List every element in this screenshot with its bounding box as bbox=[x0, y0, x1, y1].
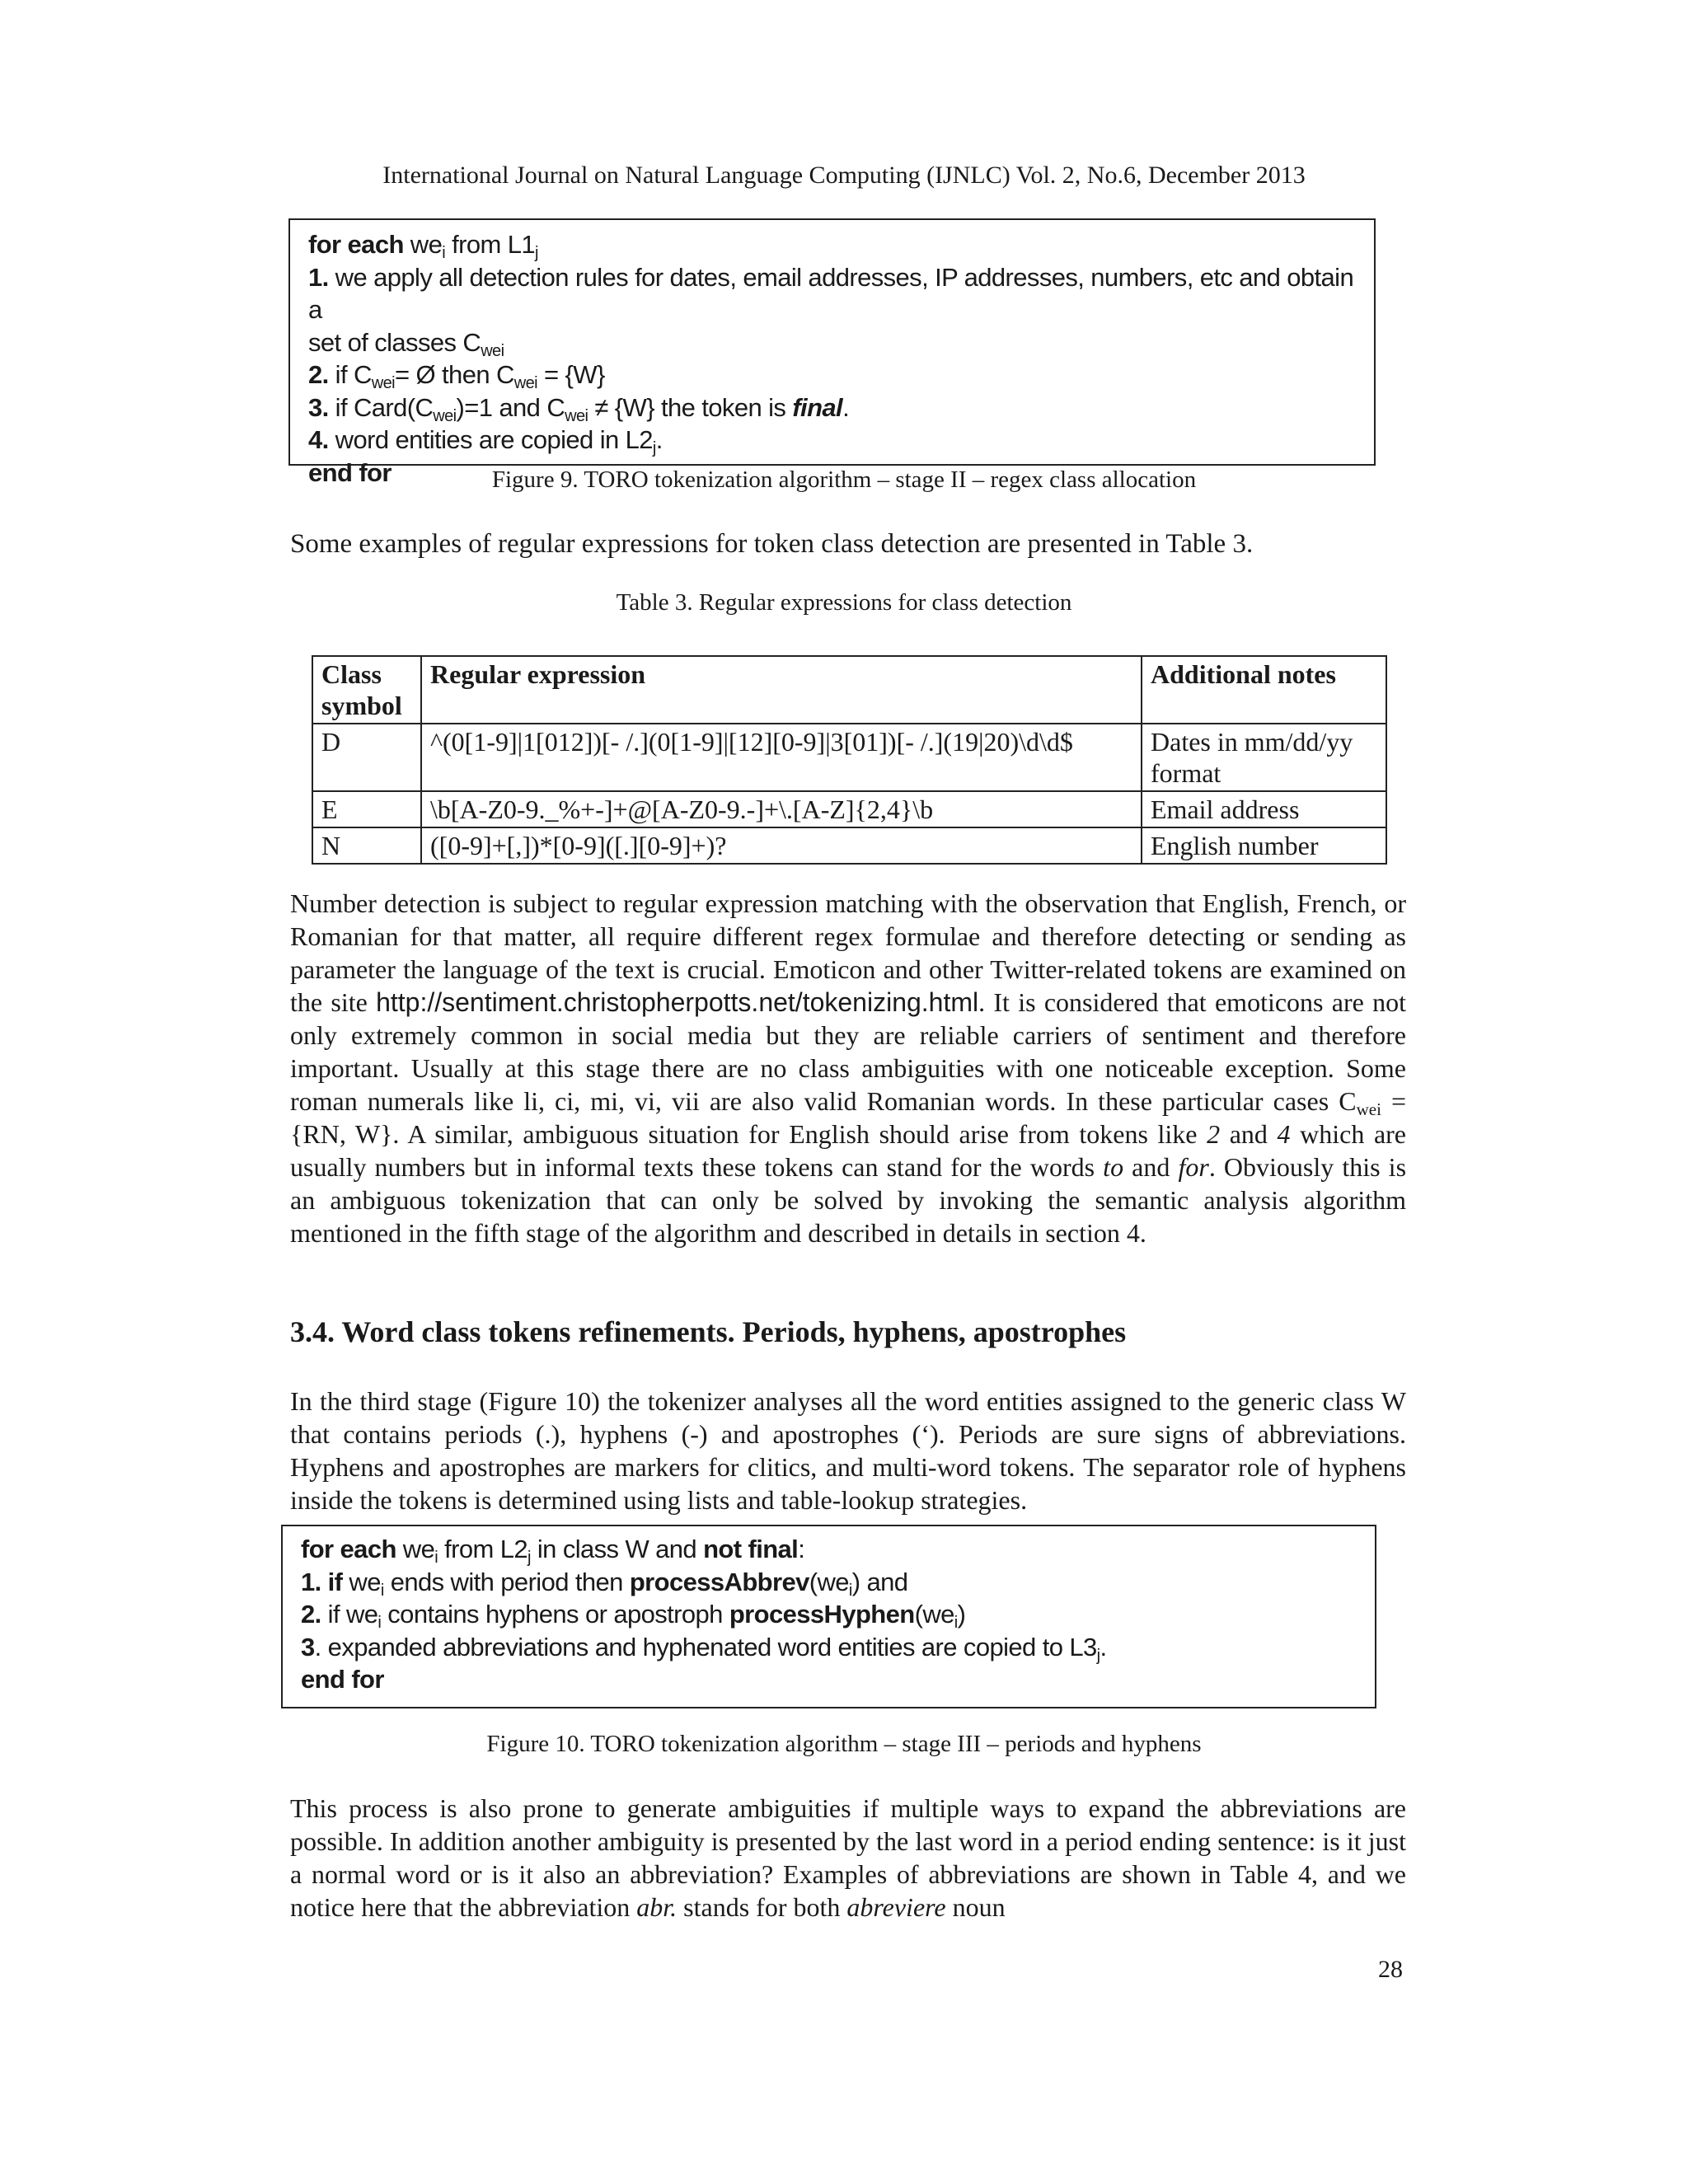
table-cell: ([0-9]+[,])*[0-9]([.][0-9]+)? bbox=[421, 827, 1142, 864]
subscript: i bbox=[954, 1614, 958, 1632]
table-row bbox=[312, 724, 1386, 791]
text: from L1 bbox=[445, 230, 536, 259]
step-number: 1. if bbox=[301, 1567, 343, 1596]
table-cell: D bbox=[312, 724, 421, 791]
subscript: wei bbox=[565, 406, 588, 425]
text: from L2 bbox=[438, 1535, 528, 1563]
algo-line bbox=[301, 1598, 1357, 1631]
text: ) and bbox=[851, 1567, 908, 1596]
text: ) bbox=[957, 1600, 966, 1629]
table-cell: ^(0[1-9]|1[012])[- /.](0[1-9]|[12][0-9]|3[01])[- /.](19|20)\d\d$ bbox=[421, 724, 1142, 791]
text: )=1 and C bbox=[456, 392, 565, 422]
step-number: 3 bbox=[301, 1632, 315, 1661]
text: Number detection is subject to regular expression matching with the observation that English, French, or Romanian for that matter, all require different regex formulae and therefore detecting or sending as parameter the language of the text is crucial. Emoticon and other Twitter-related tokens are examined on the site bbox=[290, 888, 1406, 1017]
function-name: processHyphen bbox=[729, 1600, 915, 1629]
table-cell: Email address bbox=[1142, 791, 1386, 827]
page-number: 28 bbox=[1378, 1956, 1403, 1983]
paragraph-third-stage: In the third stage (Figure 10) the tokenizer analyses all the word entities assigned to the generic class W that contains periods (.), hyphens (-) and apostrophes (‘). Periods are sure signs of abbreviations. Hyphens and apostrophes are markers for clitics, and multi-word tokens. The separator role of hyphens inside the tokens is determined using lists and table-lookup strategies. bbox=[290, 1386, 1406, 1515]
section-heading: 3.4. Word class tokens refinements. Periods, hyphens, apostrophes bbox=[290, 1315, 1127, 1348]
text: : bbox=[798, 1535, 805, 1563]
text: . expanded abbreviations and hyphenated word entities are copied to L3 bbox=[314, 1632, 1097, 1661]
subscript: i bbox=[442, 244, 446, 262]
text: set of classes C bbox=[308, 327, 481, 357]
text: we bbox=[403, 230, 443, 259]
table-cell: Dates in mm/dd/yy format bbox=[1142, 724, 1386, 791]
text: we bbox=[396, 1535, 435, 1563]
text: which are usually numbers but in informal texts these tokens can stand for the words bbox=[290, 1119, 1407, 1182]
table-row bbox=[312, 791, 1386, 827]
subscript: i bbox=[377, 1614, 382, 1632]
subscript: wei bbox=[371, 374, 395, 392]
algo-line bbox=[308, 228, 1356, 261]
header-cell: Regular expression bbox=[421, 656, 1142, 724]
text: in class W and bbox=[530, 1535, 704, 1563]
text: . bbox=[842, 392, 850, 422]
running-header: International Journal on Natural Language Computing (IJNLC) Vol. 2, No.6, December 2013 bbox=[382, 162, 1306, 189]
figure-9-caption: Figure 9. TORO tokenization algorithm – stage II – regex class allocation bbox=[491, 466, 1197, 493]
emphasis: 2 bbox=[1207, 1119, 1221, 1149]
algo-line bbox=[308, 326, 1356, 359]
subscript: i bbox=[434, 1549, 438, 1567]
text: contains hyphens or apostroph bbox=[381, 1600, 729, 1629]
text: and bbox=[1123, 1152, 1179, 1182]
header-cell: Class symbol bbox=[312, 656, 421, 724]
step-number: 4. bbox=[308, 425, 329, 454]
text: . bbox=[655, 425, 663, 454]
subscript: i bbox=[848, 1581, 852, 1600]
text: . It is considered that emoticons are not only extremely common in social media but they are reliable carriers of sentiment and therefore important. Usually at this stage there are no class ambiguities with one noticeable exception. Some roman numerals like li, ci, mi, vi, vii are also valid Romanian words. In these particular cases C bbox=[290, 987, 1407, 1116]
text: if Card(C bbox=[328, 392, 434, 422]
algo-line bbox=[301, 1533, 1357, 1566]
subscript: wei bbox=[481, 341, 504, 360]
paragraph-process bbox=[290, 1792, 1406, 1924]
text: (we bbox=[914, 1600, 954, 1629]
algo-line bbox=[308, 261, 1356, 326]
emphasis: abr. bbox=[636, 1892, 678, 1922]
intro-sentence: Some examples of regular expressions for token class detection are presented in Table 3. bbox=[290, 529, 1254, 559]
text: ends with period then bbox=[383, 1567, 630, 1596]
function-name: processAbbrev bbox=[629, 1567, 809, 1596]
algo-line bbox=[301, 1566, 1357, 1599]
table-cell: N bbox=[312, 827, 421, 864]
step-number: 1. bbox=[308, 262, 329, 292]
keyword: end for bbox=[301, 1665, 384, 1694]
url-link[interactable]: http://sentiment.christopherpotts.net/tokenizing.html bbox=[376, 987, 979, 1017]
text: = Ø then C bbox=[395, 360, 514, 389]
figure-10-caption: Figure 10. TORO tokenization algorithm – stage III – periods and hyphens bbox=[486, 1731, 1202, 1757]
table-cell: E bbox=[312, 791, 421, 827]
text: and bbox=[1220, 1119, 1278, 1149]
paragraph-number-detection bbox=[290, 887, 1406, 1249]
subscript: i bbox=[380, 1581, 384, 1600]
algo-line bbox=[308, 391, 1356, 424]
text: ≠ {W} the token is bbox=[588, 392, 793, 422]
keyword: for each bbox=[308, 230, 404, 259]
subscript: wei bbox=[1356, 1099, 1381, 1119]
subscript: wei bbox=[513, 374, 537, 392]
text: noun bbox=[945, 1892, 1006, 1922]
table-3 bbox=[312, 655, 1387, 865]
step-number: 2. bbox=[301, 1600, 321, 1629]
algo-line bbox=[308, 424, 1356, 457]
text: (we bbox=[809, 1567, 849, 1596]
text: we apply all detection rules for dates, email addresses, IP addresses, numbers, etc and obtain a bbox=[308, 262, 1354, 324]
keyword: end for bbox=[308, 457, 392, 487]
table-cell: \b[A-Z0-9._%+-]+@[A-Z0-9.-]+\.[A-Z]{2,4}\b bbox=[421, 791, 1142, 827]
text: stands for both bbox=[677, 1892, 847, 1922]
keyword: not final bbox=[703, 1535, 799, 1563]
subscript: j bbox=[535, 244, 538, 262]
text: This process is also prone to generate ambiguities if multiple ways to expand the abbreviations are possible. In addition another ambiguity is presented by the last word in a period ending sentence: is it just a normal word or is it also an abbreviation? Examples of abbreviations are shown in Table 4, and we notice here that the abbreviation bbox=[290, 1793, 1406, 1922]
emphasis: abreviere bbox=[846, 1892, 946, 1922]
subscript: j bbox=[528, 1549, 531, 1567]
step-number: 2. bbox=[308, 360, 329, 389]
keyword: for each bbox=[301, 1535, 396, 1563]
text: if C bbox=[328, 360, 372, 389]
algo-line bbox=[308, 359, 1356, 391]
algo-line bbox=[301, 1663, 1357, 1696]
algo-line bbox=[301, 1631, 1357, 1664]
emphasis: 4 bbox=[1277, 1119, 1291, 1149]
table-3-caption: Table 3. Regular expressions for class detection bbox=[616, 589, 1072, 616]
table-header-row bbox=[312, 656, 1386, 724]
emphasis: to bbox=[1103, 1152, 1124, 1182]
text: if we bbox=[321, 1600, 378, 1629]
emphasis: final bbox=[792, 392, 843, 422]
table-cell: English number bbox=[1142, 827, 1386, 864]
subscript: wei bbox=[433, 406, 457, 425]
figure-10-algorithm-box bbox=[281, 1525, 1376, 1708]
text: = {RN, W}. A similar, ambiguous situation for English should arise from tokens like bbox=[290, 1086, 1407, 1149]
table-row bbox=[312, 827, 1386, 864]
subscript: j bbox=[1096, 1646, 1100, 1665]
emphasis: for bbox=[1178, 1152, 1209, 1182]
text: word entities are copied in L2 bbox=[328, 425, 653, 454]
text: we bbox=[342, 1567, 381, 1596]
step-number: 3. bbox=[308, 392, 329, 422]
text: . bbox=[1100, 1632, 1107, 1661]
text: . Obviously this is an ambiguous tokenization that can only be solved by invoking the semantic analysis algorithm mentioned in the fifth stage of the algorithm and described in details in section 4. bbox=[290, 1152, 1407, 1248]
text: = {W} bbox=[537, 360, 605, 389]
subscript: j bbox=[652, 439, 656, 457]
header-cell: Additional notes bbox=[1142, 656, 1386, 724]
